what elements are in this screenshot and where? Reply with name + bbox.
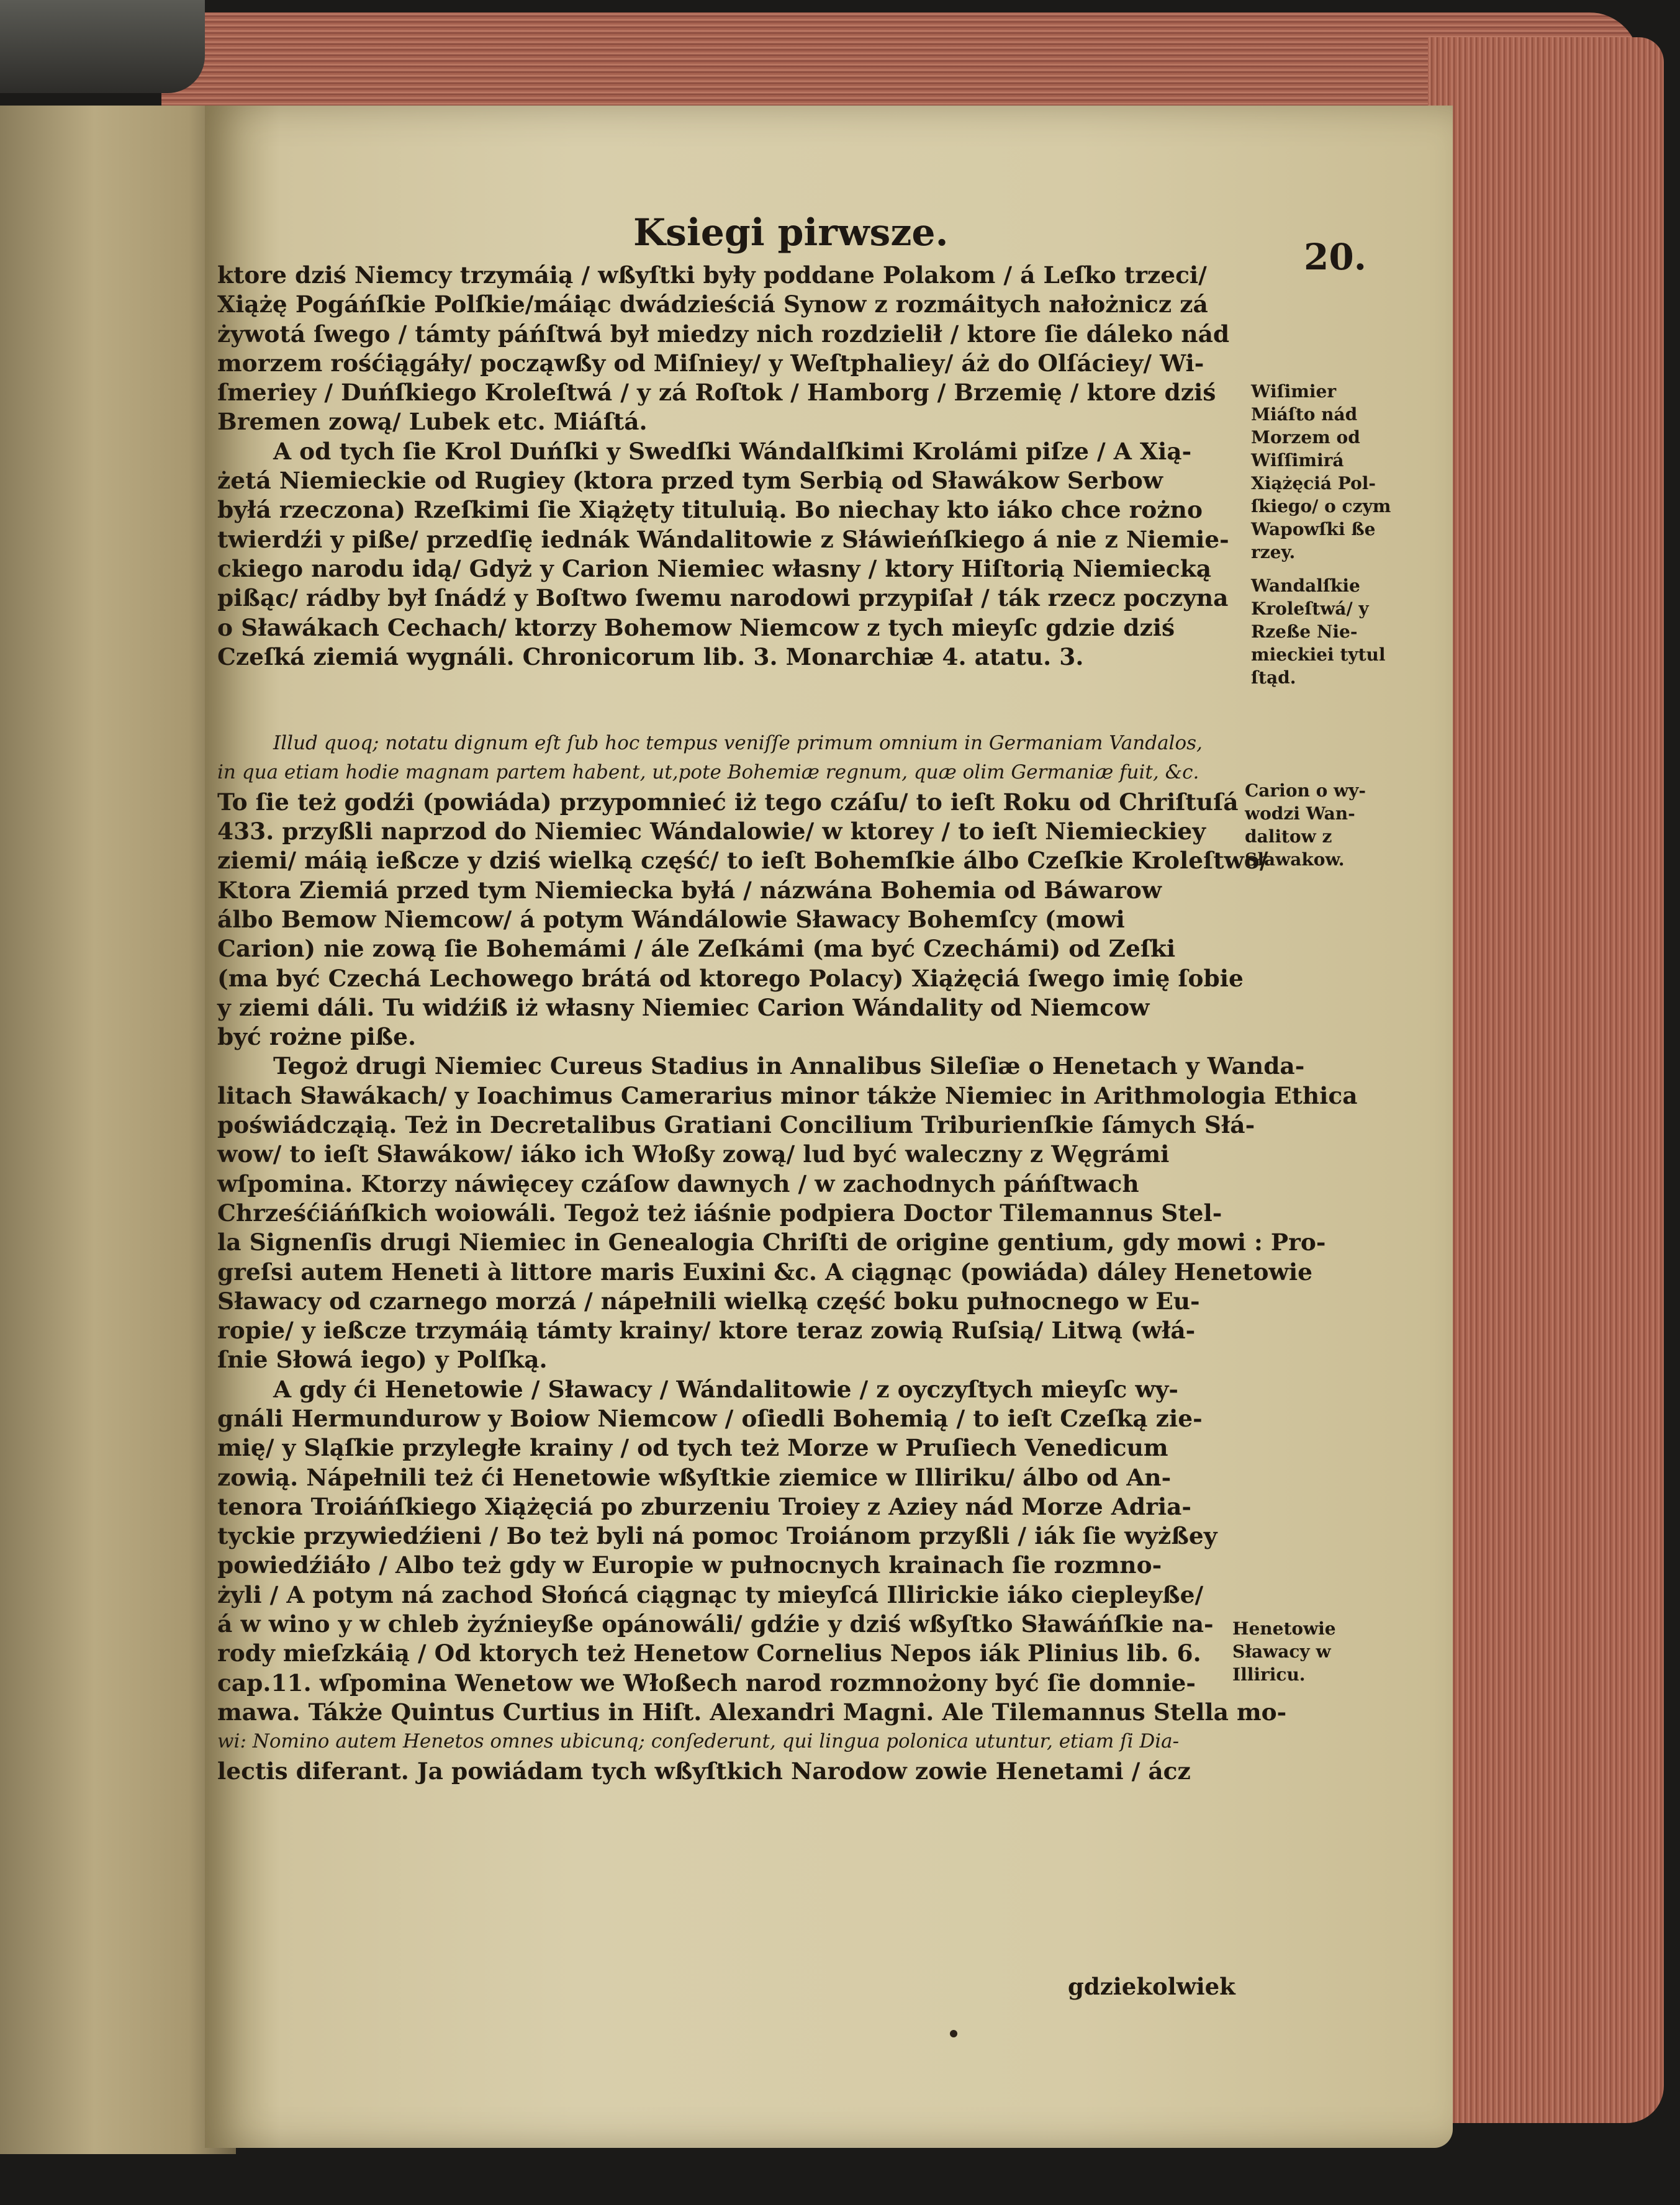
latin-quotation <box>217 729 1242 788</box>
text-line: la Signenſis drugi Niemiec in Genealogia Chriſti de origine gentium, gdy mowi : Pro- <box>217 1229 1326 1256</box>
text-line: twierdźi y piße/ przedſię iednák Wándalitowie z Słáwieńſkiego á nie z Niemie- <box>217 525 1229 553</box>
ink-dot <box>950 2030 957 2037</box>
text-line: żyli / A potym ná zachod Słońcá ciągnąc ty mieyſcá Illirickie iáko ciepleyße/ <box>217 1580 1204 1608</box>
text-line: poświádcząią. Też in Decretalibus Gratiani Concilium Triburienſkie ſámych Słá- <box>217 1111 1255 1139</box>
text-line: greſsi autem Heneti à littore maris Euxini &c. A ciągnąc (powiáda) dáley Henetowie <box>217 1258 1312 1286</box>
text-line: ziemi/ máią ießcze y dziś wielką część/ to ieſt Bohemſkie álbo Czeſkie Kroleſtwo/ <box>217 847 1268 875</box>
catchword: gdziekolwiek <box>1068 1973 1235 2000</box>
text-line: Carion) nie zową ſie Bohemámi / ále Zeſkámi (ma być Czechámi) od Zeſki <box>217 935 1176 963</box>
text-line: 433. przyßli naprzod do Niemiec Wándalowie/ w ktorey / to ieſt Niemieckiey <box>217 818 1206 845</box>
text-line: morzem rośćiągáły/ począwßy od Miſniey/ y Weſtphaliey/ áż do Olſáciey/ Wi- <box>217 349 1204 377</box>
text-line: cap.11. wſpomina Wenetow we Włoßech narod rozmnożony być ſie domnie- <box>217 1669 1196 1697</box>
book-fore-edge <box>1428 37 1664 2123</box>
text-line: Ktora Ziemiá przed tym Niemiecka byłá / názwána Bohemia od Báwarow <box>217 876 1162 904</box>
margin-note-carion <box>1245 779 1366 871</box>
text-line: ſnie Słowá iego) y Polſką. <box>217 1346 548 1374</box>
text-line: Illud quoq; notatu dignum eſt ſub hoc tempus veniſſe primum omnium in Germaniam Vandalos, <box>273 732 1203 755</box>
note-line: Sławacy w <box>1232 1641 1331 1662</box>
note-line: ſtąd. <box>1251 667 1296 688</box>
text-line: powiedźiáło / Albo też gdy w Europie w pułnocnych krainach ſie rozmno- <box>217 1551 1162 1579</box>
text-line: o Sławákach Cechach/ ktorzy Bohemow Niemcow z tych mieyſc gdzie dziś <box>217 613 1175 641</box>
text-line: zowią. Nápełnili też ći Henetowie wßyſtkie ziemice w Illiriku/ álbo od An- <box>217 1463 1172 1491</box>
text-line: wſpomina. Ktorzy náwięcey czáſow dawnych / w zachodnych páńſtwach <box>217 1170 1139 1197</box>
paragraph-2 <box>217 437 1242 672</box>
text-line: álbo Bemow Niemcow/ á potym Wándálowie Sławacy Bohemſcy (mowi <box>217 905 1125 933</box>
book-top-page-edges <box>161 12 1639 106</box>
margin-note-henetowie <box>1232 1617 1336 1686</box>
text-line: żetá Niemieckie od Rugiey (ktora przed tym Serbią od Sławákow Serbow <box>217 467 1163 495</box>
text-line: byłá rzeczona) Rzeſkimi ſie Xiążęty tituluią. Bo niechay kto iáko chce rożno <box>217 496 1203 524</box>
note-line: Illiricu. <box>1232 1664 1306 1685</box>
text-line: Sławacy od czarnego morzá / nápełnili wielką część boku pułnocnego w Eu- <box>217 1287 1200 1315</box>
text-line: wi: Nomino autem Henetos omnes ubicunq; conſederunt, qui lingua polonica utuntur, etiam ſi Dia- <box>217 1730 1180 1753</box>
text-line: y ziemi dáli. Tu widźiß iż własny Niemiec Carion Wándality od Niemcow <box>217 993 1150 1021</box>
note-line: Carion o wy- <box>1245 780 1366 801</box>
paragraph-1 <box>217 261 1242 437</box>
text-line: ropie/ y ießcze trzymáią támty krainy/ ktore teraz zowią Ruſsią/ Litwą (włá- <box>217 1317 1196 1345</box>
text-line: tenora Troiáńſkiego Xiążęciá po zburzeniu Troiey z Aziey nád Morze Adria- <box>217 1492 1191 1520</box>
note-line: rzey. <box>1251 542 1296 562</box>
text-line: litach Sławákach/ y Ioachimus Camerarius minor tákże Niemiec in Arithmologia Ethica <box>217 1081 1358 1109</box>
paragraph-4 <box>217 1052 1358 1374</box>
note-line: dalitow z <box>1245 826 1332 847</box>
note-line: Wapowſki ße <box>1251 519 1376 539</box>
text-line: A gdy ći Henetowie / Sławacy / Wándalitowie / z oyczyſtych mieyſc wy- <box>273 1375 1178 1403</box>
margin-note-wisimier <box>1251 380 1391 564</box>
text-line: ckiego narodu idą/ Gdyż y Carion Niemiec własny / ktory Hiſtorią Niemiecką <box>217 554 1212 582</box>
note-line: Morzem od <box>1251 427 1360 448</box>
text-line: Tegoż drugi Niemiec Cureus Stadius in Annalibus Sileſiæ o Henetach y Wanda- <box>273 1052 1305 1080</box>
text-line: mawa. Tákże Quintus Curtius in Hiſt. Alexandri Magni. Ale Tilemannus Stella mo- <box>217 1698 1287 1726</box>
text-line: ktore dziś Niemcy trzymáią / wßyſtki były poddane Polakom / á Leſko trzeci/ <box>217 261 1207 289</box>
text-line: gnáli Hermundurow y Boiow Niemcow / oſiedli Bohemią / to ieſt Czeſką zie- <box>217 1404 1203 1432</box>
running-head: Ksiegi pirwsze. <box>633 211 949 255</box>
text-line: pißąc/ rádby był ſnádź y Boſtwo ſwemu narodowi przypiſał / ták rzecz poczyna <box>217 584 1229 612</box>
text-line: Xiążę Pogáńſkie Polſkie/máiąc dwádzieściá Synow z rozmáitych nałożnicz zá <box>217 291 1208 318</box>
text-line: á w wino y w chleb żyźnieyße opánowáli/ gdźie y dziś wßyſtko Sławáńſkie na- <box>217 1610 1214 1638</box>
note-line: Sławakow. <box>1245 849 1345 870</box>
text-line: (ma być Czechá Lechowego brátá od ktorego Polacy) Xiążęciá ſwego imię ſobie <box>217 964 1244 992</box>
text-line: Chrześćiáńſkich woiowáli. Tegoż też iáśnie podpiera Doctor Tilemannus Stel- <box>217 1199 1222 1227</box>
text-line: żywotá ſwego / támty páńſtwá był miedzy nich rozdzielił / ktore ſie dáleko nád <box>217 320 1230 348</box>
text-line: mię/ y Sląſkie przyległe krainy / od tych też Morze w Pruſiech Venedicum <box>217 1434 1168 1462</box>
note-line: Rzeße Nie- <box>1251 621 1358 642</box>
text-line: rody mieſzkáią / Od ktorych też Henetow Cornelius Nepos iák Plinius lib. 6. <box>217 1639 1201 1667</box>
note-line: Wandalſkie <box>1251 575 1360 596</box>
text-line: wow/ to ieſt Sławákow/ iáko ich Włoßy zową/ lud być waleczny z Węgrámi <box>217 1140 1170 1168</box>
note-line: Xiążęciá Pol- <box>1251 473 1376 494</box>
text-line: ſmeriey / Duńſkiego Kroleſtwá / y zá Roſtok / Hamborg / Brzemię / ktore dziś <box>217 379 1216 407</box>
note-line: wodzi Wan- <box>1245 803 1355 824</box>
text-line: lectis diferant. Ja powiádam tych wßyſtkich Narodow zowie Henetami / ácz <box>217 1757 1191 1785</box>
paragraph-3 <box>217 788 1268 1052</box>
facing-page-gutter <box>0 106 236 2154</box>
text-line: To ſie też godźi (powiáda) przypomnieć iż tego czáſu/ to ieſt Roku od Chriſtuſá <box>217 788 1239 816</box>
page-number: 20. <box>1304 236 1366 278</box>
note-line: Kroleſtwá/ y <box>1251 598 1369 619</box>
note-line: mieckiei tytul <box>1251 644 1386 665</box>
text-line: Bremen zową/ Lubek etc. Miáſtá. <box>217 408 648 436</box>
text-line: Czeſká ziemiá wygnáli. Chronicorum lib. 3. Monarchiæ 4. atatu. 3. <box>217 643 1084 670</box>
paragraph-gap <box>217 672 1242 729</box>
note-line: Wiſſimirá <box>1251 450 1344 471</box>
note-line: Henetowie <box>1232 1618 1336 1639</box>
text-line: A od tych ſie Krol Duńſki y Swedſki Wándalſkimi Krolámi piſze / A Xią- <box>273 437 1192 465</box>
margin-note-wandalskie <box>1251 574 1386 689</box>
text-line: tyckie przywiedźieni / Bo też byli ná pomoc Troiánom przyßli / iák ſie wyżßey <box>217 1522 1217 1550</box>
text-line: być rożne piße. <box>217 1023 417 1051</box>
note-line: Wiſimier <box>1251 381 1337 402</box>
text-line: in qua etiam hodie magnam partem habent, ut,pote Bohemiæ regnum, quæ olim Germaniæ fuit, &c. <box>217 761 1199 784</box>
note-line: Miáſto nád <box>1251 404 1358 425</box>
note-line: ſkiego/ o czym <box>1251 496 1391 516</box>
binding-cord <box>0 0 205 93</box>
